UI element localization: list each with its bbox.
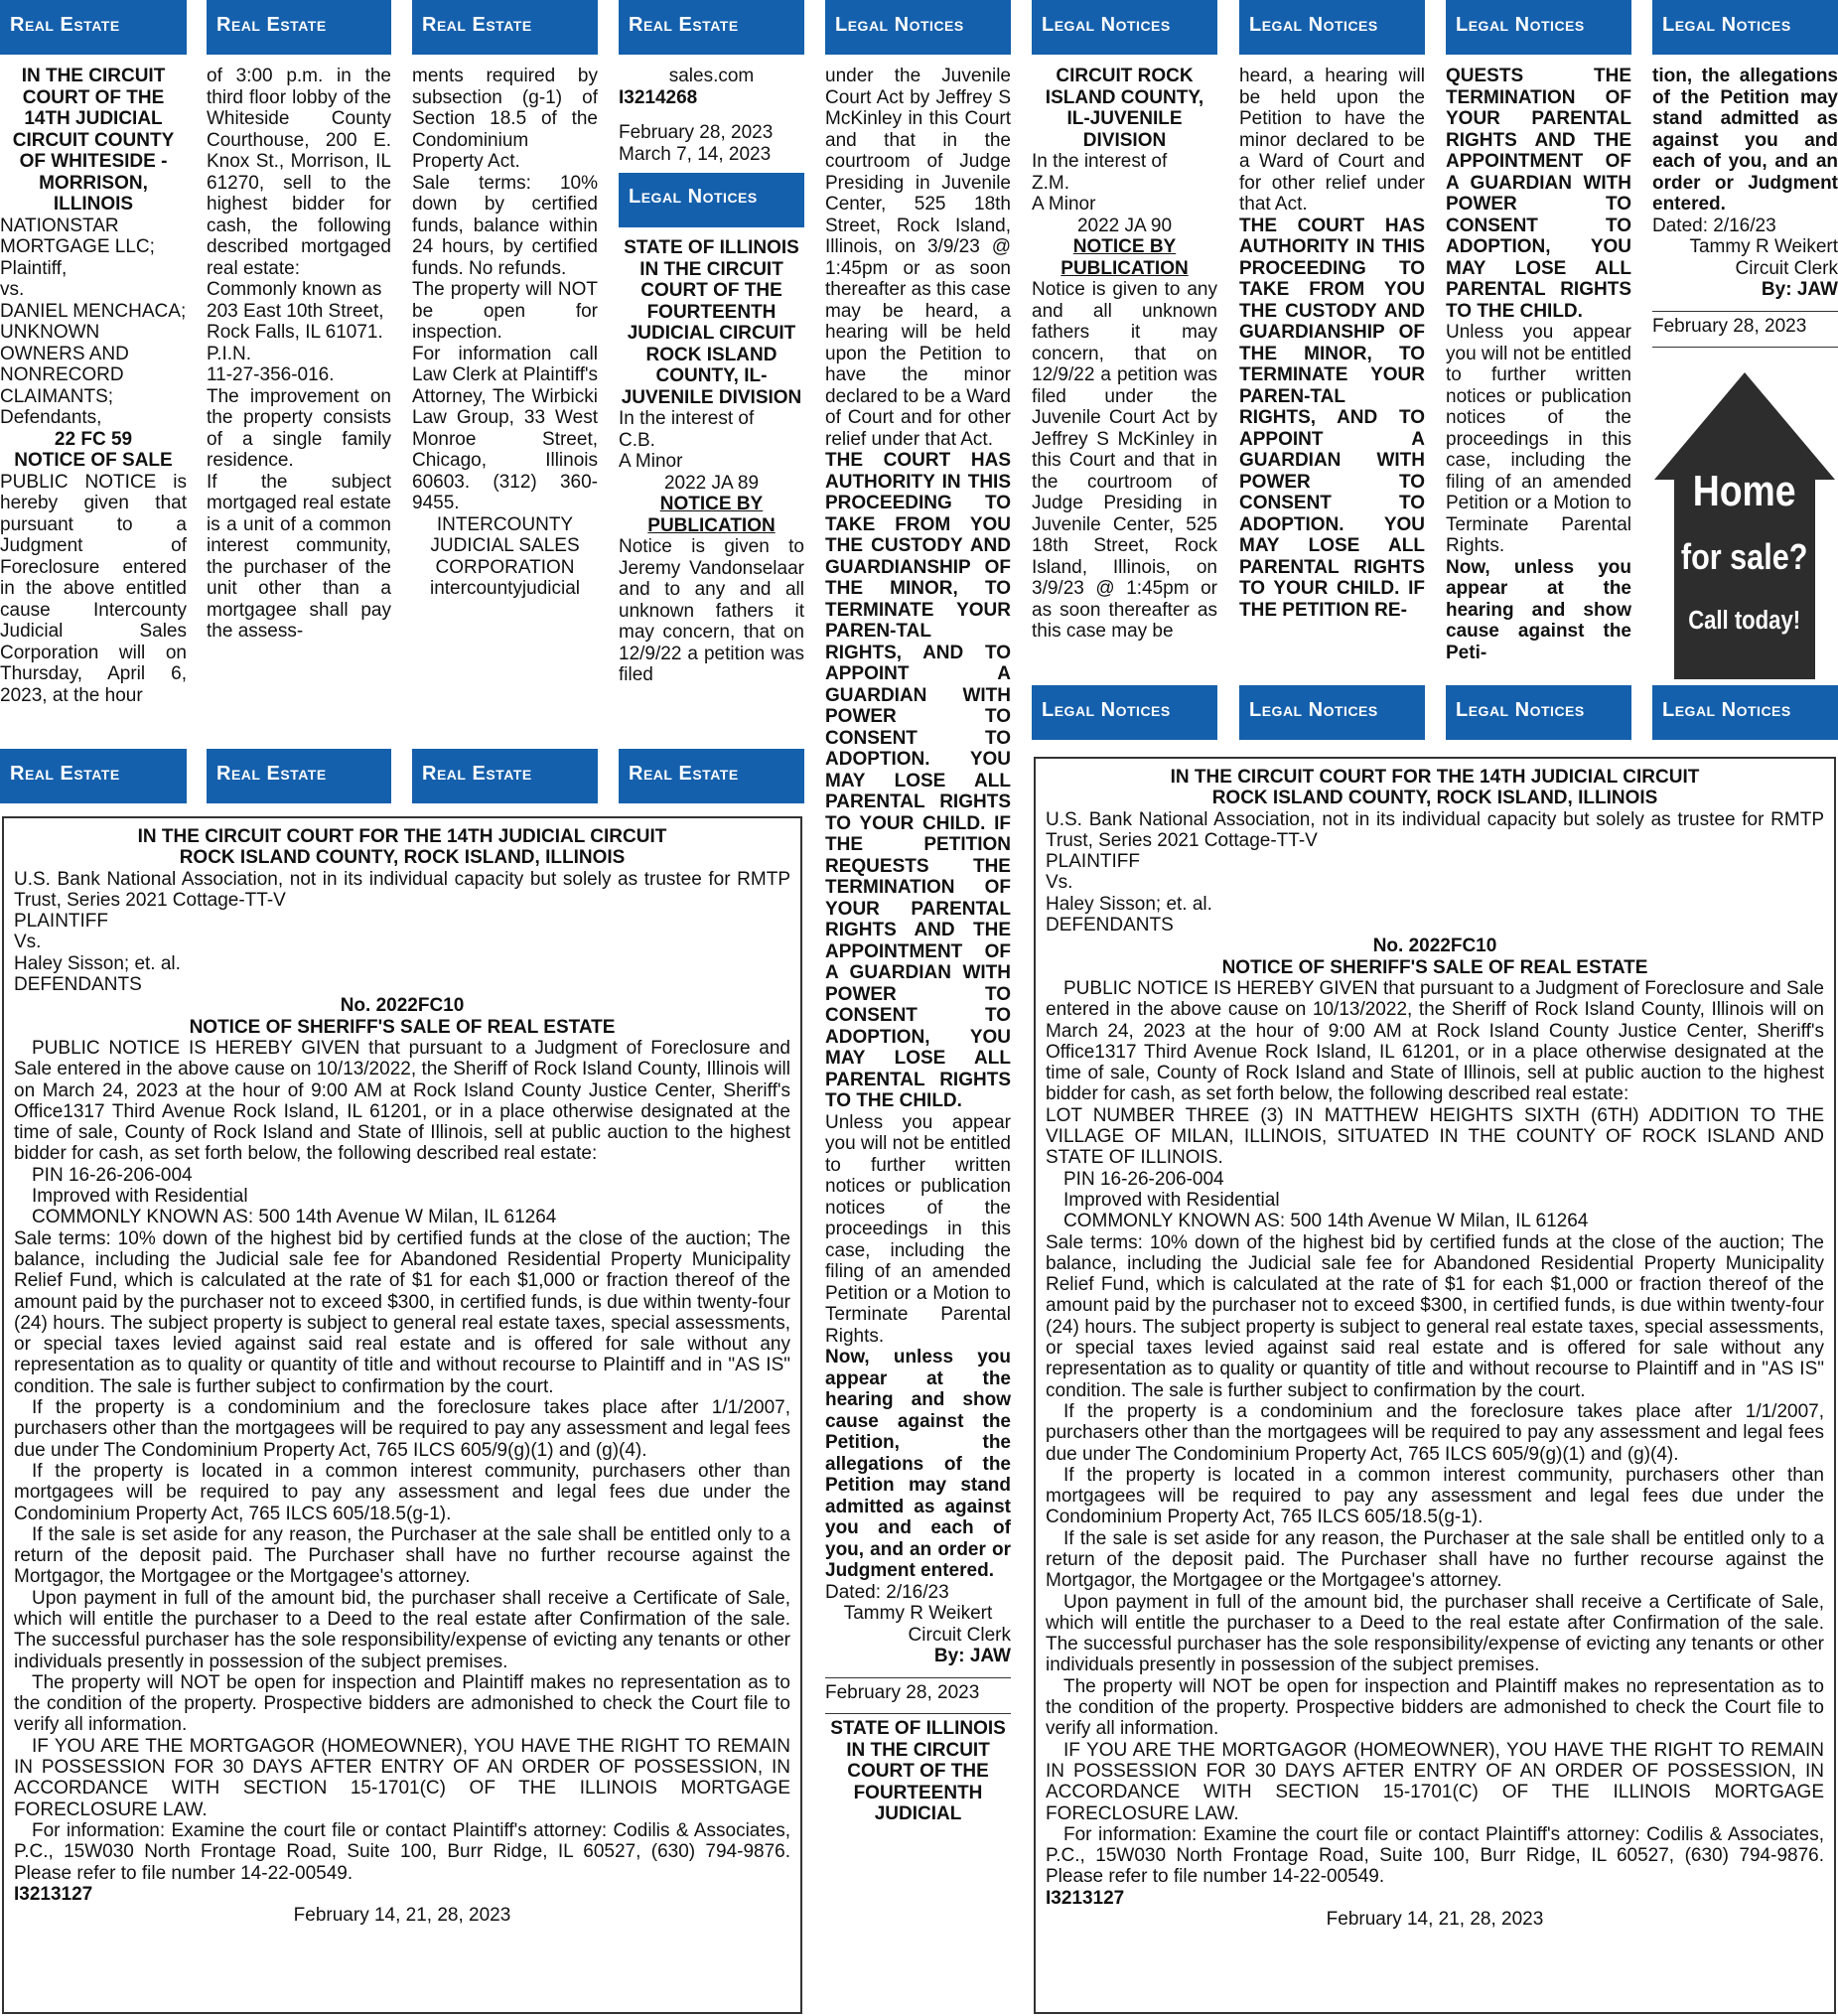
plaintiff-label: PLAINTIFF: [1046, 851, 1141, 873]
notice-column-9: [1652, 66, 1838, 363]
house-arrow-icon: [1652, 370, 1837, 681]
plaintiff-name: U.S. Bank National Association, not in its individual capacity but solely as trustee for RMTP Trust, Series 2021 Cottage-TT-V: [14, 868, 790, 911]
minor-initials: C.B.: [619, 429, 655, 451]
notice-body: PUBLIC NOTICE is hereby given that pursuant to a Judgment of Foreclosure entered in the above entitled cause Intercounty Judicial Sales Corporation will on Thursday, April 6, 2023, at the hour: [0, 471, 187, 706]
court-heading: CIRCUIT ROCK ISLAND COUNTY, IL-JUVENILE DIVISION: [1045, 66, 1204, 151]
case-number: No. 2022FC10: [340, 995, 465, 1017]
publication-dates: February 14, 21, 28, 2023: [1326, 1909, 1544, 1931]
section-header-legal-notices: Legal Notices: [1446, 0, 1631, 55]
property-address: COMMONLY KNOWN AS: 500 14th Avenue W Milan, IL 61264: [1063, 1211, 1589, 1232]
plaintiff: NATIONSTAR MORTGAGE LLC; Plaintiff,: [0, 215, 155, 279]
versus: vs.: [0, 279, 25, 300]
cic-paragraph: If the property is located in a common interest community, purchasers other than mortgagees will be required to pay any assessment and legal fees due under the Condominium Property Act, 765 ILCS 605/18.5(g-1).: [1046, 1464, 1824, 1528]
interest-of: In the interest of: [619, 408, 755, 429]
notice-body: ments required by subsection (g-1) of Section 18.5 of the Condominium Property Act.: [412, 66, 598, 172]
plaintiff-label: PLAINTIFF: [14, 911, 109, 933]
court-heading: ROCK ISLAND COUNTY, ROCK ISLAND, ILLINOIS: [1211, 788, 1658, 809]
commonly-known: Commonly known as: [207, 279, 382, 300]
notice-column-8: [1446, 66, 1631, 683]
court-authority-text: THE COURT HAS AUTHORITY IN THIS PROCEEDING TO TAKE FROM YOU THE CUSTODY AND GUARDIANSHIP OF THE MINOR, TO TERMINATE YOUR PAREN-TAL RIGHTS, AND TO APPOINT A GUARDIAN WITH POWER TO CONSENT TO ADOPTION. YOU MAY LOSE ALL PARENTAL RIGHTS TO YOUR CHILD. IF THE PETITION REQUESTS THE TERMINATION OF YOUR PARENTAL RIGHTS AND THE APPOINTMENT OF A GUARDIAN WITH POWER TO CONSENT TO ADOPTION, YOU MAY LOSE ALL PARENTAL RIGHTS TO THE CHILD.: [825, 450, 1011, 1111]
divider: [1652, 347, 1838, 348]
payment-paragraph: Upon payment in full of the amount bid, the purchaser shall receive a Certificate of Sale, which will entitle the purchaser to a Deed to the real estate after Confirmation of the sale. The successful purchaser has the sole responsibility/expense of evicting any tenants or other individuals presently in possession of the subject premises.: [14, 1587, 790, 1672]
section-header-legal-notices: Legal Notices: [1652, 685, 1838, 740]
pin-number: PIN 16-26-206-004: [1063, 1168, 1224, 1190]
notice-column-4: [619, 66, 804, 745]
notice-id: I3214268: [619, 86, 698, 108]
section-header-real-estate: Real Estate: [412, 0, 598, 55]
inspection-paragraph: The property will NOT be open for inspection and Plaintiff makes no representation as to the condition of the property. Prospective bidders are admonished to check the Court file to verify all information.: [1046, 1675, 1824, 1740]
notice-body: Notice is given to any and all unknown fathers it may concern, that on 12/9/22 a petition was filed under the Juvenile Court Act by Jeffrey S McKinley in this Court and that in the courtroom of Judge Presiding in Juvenile Center, 525 18th Street, Rock Island, Illinois, on 3/9/23 @ 1:45pm or as soon thereafter as this case may be: [1032, 279, 1217, 642]
notice-column-7: [1239, 66, 1425, 683]
notice-body: The improvement on the property consists of a single family residence.: [207, 385, 391, 471]
publication-date: March 7, 14, 2023: [619, 143, 772, 165]
homeowner-paragraph: IF YOU ARE THE MORTGAGOR (HOMEOWNER), YOU HAVE THE RIGHT TO REMAIN IN POSSESSION FOR 30 DAYS AFTER ENTRY OF AN ORDER OF POSSESSION, IN ACCORDANCE WITH SECTION 15-1701(C) OF THE ILLINOIS MORTGAGE FORECLOSURE LAW.: [1046, 1739, 1824, 1824]
address-line: Rock Falls, IL 61071.: [207, 322, 383, 343]
defendants-label: DEFENDANTS: [14, 974, 142, 996]
section-header-real-estate: Real Estate: [0, 0, 187, 55]
publication-date: February 28, 2023: [619, 122, 774, 143]
notice-body: Notice is given to Jeremy Vandonselaar and to any and all unknown fathers it may concern, that on 12/9/22 a petition was filed: [619, 536, 804, 685]
defendant-name: Haley Sisson; et. al.: [1046, 893, 1212, 915]
notice-column-2: [207, 66, 391, 745]
notice-body: Unless you appear you will not be entitled to further written notices or publication notices of the proceedings in this case, including the filing of an amended Petition or a Motion to Terminate Parental Rights.: [1446, 322, 1631, 556]
section-header-real-estate: Real Estate: [619, 0, 804, 55]
sheriff-sale-notice-left: [2, 816, 802, 2014]
section-header-real-estate: Real Estate: [412, 749, 598, 803]
divider: [825, 1677, 1011, 1678]
notice-body: under the Juvenile Court Act by Jeffrey S McKinley in this Court and that in the courtroom of Judge Presiding in Juvenile Center, 525 18th Street, Rock Island, Illinois, on 3/9/23 @ 1:45pm or as soon thereafter as this case may be heard, a hearing will be held upon the Petition to have the minor declared to be a Ward of Court and for other relief under that Act.: [825, 66, 1011, 450]
notice-body: Unless you appear you will not be entitled to further written notices or publication notices of the proceedings in this case, including the filing of an amended Petition or a Motion to Terminate Parental Rights.: [825, 1111, 1011, 1347]
notice-body: If the subject mortgaged real estate is a unit of a common interest community, the purchaser of the unit other than a mortgagee shall pay the assess-: [207, 471, 391, 642]
cic-paragraph: If the property is located in a common interest community, purchasers other than mortgagees will be required to pay any assessment and legal fees due under the Condominium Property Act, 765 ILCS 605/18.5(g-1).: [14, 1460, 790, 1524]
section-header-legal-notices: Legal Notices: [1032, 685, 1217, 740]
notice-column-5: [825, 66, 1011, 2016]
case-number: 2022 JA 89: [663, 472, 760, 494]
section-header-legal-notices: Legal Notices: [1032, 0, 1217, 55]
set-aside-paragraph: If the sale is set aside for any reason, the Purchaser at the sale shall be entitled only to a return of the deposit paid. The Purchaser shall have no further recourse against the Mortgagor, the Mortgagee or the Mortgagee's attorney.: [1046, 1527, 1824, 1592]
minor-label: A Minor: [619, 451, 683, 472]
dated: Dated: 2/16/23: [825, 1581, 949, 1603]
section-header-legal-notices: Legal Notices: [1239, 0, 1425, 55]
publication-date: February 28, 2023: [825, 1681, 980, 1703]
notice-title: NOTICE OF SHERIFF'S SALE OF REAL ESTATE: [1221, 956, 1648, 978]
home-for-sale-ad: [1652, 370, 1837, 681]
clerk-initials: By: JAW: [933, 1646, 1011, 1666]
appearance-warning: tion, the allegations of the Petition may stand admitted as against you and each of you, and an order or Judgment entered.: [1652, 66, 1838, 215]
court-heading: STATE OF ILLINOIS IN THE CIRCUIT COURT OF THE FOURTEENTH JUDICIAL: [830, 1718, 1006, 1824]
ad-line-3: Call today!: [1688, 606, 1801, 636]
section-header-legal-notices: Legal Notices: [619, 173, 804, 227]
sale-terms: Sale terms: 10% down of the highest bid by certified funds at the close of the auction; The balance, including the Judicial sale fee for Abandoned Residential Property Municipality Relief Fund, which is calculated at the rate of $1 for each $1,000 or fraction thereof of the amount paid by the purchaser not to exceed $300, in certified funds, is due within twenty-four (24) hours. The subject property is subject to general real estate taxes, special assessments, or special taxes levied against said real estate and is offered for sale without any representation as to quality or quantity of title and without recourse to Plaintiff and in "AS IS" condition. The sale is further subject to confirmation by the court.: [1046, 1231, 1824, 1401]
minor-initials: Z.M.: [1032, 172, 1069, 194]
publication-dates: February 14, 21, 28, 2023: [293, 1905, 511, 1927]
clerk-name: Tammy R Weikert: [1689, 236, 1838, 257]
website-part: sales.com: [668, 66, 755, 86]
section-header-real-estate: Real Estate: [207, 0, 391, 55]
notice-title: NOTICE OF SHERIFF'S SALE OF REAL ESTATE: [189, 1016, 616, 1038]
corporation-name: INTERCOUNTY JUDICIAL SALES CORPORATION: [430, 513, 580, 578]
versus: Vs.: [14, 932, 42, 953]
case-number: 22 FC 59: [54, 428, 133, 450]
defendant-name: Haley Sisson; et. al.: [14, 952, 181, 974]
notice-body: For information call Law Clerk at Plaintiff's Attorney, The Wirbicki Law Group, 33 West Monroe Street, Chicago, Illinois 60603. (312) 360-9455.: [412, 343, 598, 513]
appearance-warning: Now, unless you appear at the hearing and show cause against the Petition, the allegations of the Petition may stand admitted as against you and each of you, and an order or Judgment entered.: [825, 1347, 1011, 1581]
court-heading: IN THE CIRCUIT COURT OF THE 14TH JUDICIAL CIRCUIT COUNTY OF WHITESIDE - MORRISON, ILLINOIS: [12, 66, 175, 215]
address-line: 203 East 10th Street,: [207, 300, 384, 322]
notice-id: I3213127: [14, 1883, 93, 1905]
condo-paragraph: If the property is a condominium and the foreclosure takes place after 1/1/2007, purchasers other than the mortgagees will be required to pay any assessment and legal fees due under The Condominium Property Act, 765 ILCS 605/9(g)(1) and (g)(4).: [1046, 1400, 1824, 1465]
sheriff-sale-notice-right: [1034, 757, 1836, 2014]
section-header-legal-notices: Legal Notices: [825, 0, 1011, 55]
divider: [825, 1713, 1011, 1714]
section-header-legal-notices: Legal Notices: [1652, 0, 1838, 55]
defendants-label: DEFENDANTS: [1046, 915, 1174, 936]
notice-title: NOTICE BY PUBLICATION: [1060, 236, 1189, 279]
case-number: 2022 JA 90: [1076, 215, 1173, 236]
property-address: COMMONLY KNOWN AS: 500 14th Avenue W Milan, IL 61264: [32, 1207, 557, 1228]
info-paragraph: For information: Examine the court file or contact Plaintiff's attorney: Codilis & Associates, P.C., 15W030 North Frontage Road, Suite 100, Burr Ridge, IL 60527, (630) 794-9876. Please refer to file number 14-22-00549.: [1046, 1823, 1824, 1888]
section-header-legal-notices: Legal Notices: [1239, 685, 1425, 740]
section-header-legal-notices: Legal Notices: [1446, 685, 1631, 740]
clerk-name: Tammy R Weikert: [843, 1603, 993, 1624]
improvement: Improved with Residential: [1063, 1189, 1280, 1211]
sale-terms: Sale terms: 10% down of the highest bid by certified funds at the close of the auction; The balance, including the Judicial sale fee for Abandoned Residential Property Municipality Relief Fund, which is calculated at the rate of $1 for each $1,000 or fraction thereof of the amount paid by the purchaser not to exceed $300, in certified funds, is due within twenty-four (24) hours. The subject property is subject to general real estate taxes, special assessments, or special taxes levied against said real estate and is offered for sale without any representation as to quality or quantity of title and without recourse to Plaintiff and in "AS IS" condition. The sale is further subject to confirmation by the court.: [14, 1227, 790, 1397]
case-number: No. 2022FC10: [1372, 936, 1497, 957]
section-header-real-estate: Real Estate: [619, 749, 804, 803]
notice-body: of 3:00 p.m. in the third floor lobby of the Whiteside County Courthouse, 200 E. Knox St., Morrison, IL 61270, sell to the highest bidder for cash, the following described mortgaged real estate:: [207, 66, 391, 279]
dated: Dated: 2/16/23: [1652, 215, 1776, 236]
ad-line-2: for sale?: [1680, 537, 1808, 578]
notice-body: heard, a hearing will be held upon the Petition to have the minor declared to be a Ward of Court and for other relief under that Act.: [1239, 66, 1425, 215]
clerk-title: Circuit Clerk: [908, 1624, 1011, 1646]
court-heading: IN THE CIRCUIT COURT FOR THE 14TH JUDICIAL CIRCUIT: [1170, 767, 1700, 788]
homeowner-paragraph: IF YOU ARE THE MORTGAGOR (HOMEOWNER), YOU HAVE THE RIGHT TO REMAIN IN POSSESSION FOR 30 DAYS AFTER ENTRY OF AN ORDER OF POSSESSION, IN ACCORDANCE WITH SECTION 15-1701(C) OF THE ILLINOIS MORTGAGE FORECLOSURE LAW.: [14, 1735, 790, 1820]
pin-number: PIN 16-26-206-004: [32, 1164, 193, 1186]
notice-column-6: [1032, 66, 1217, 683]
set-aside-paragraph: If the sale is set aside for any reason, the Purchaser at the sale shall be entitled only to a return of the deposit paid. The Purchaser shall have no further recourse against the Mortgagor, the Mortgagee or the Mortgagee's attorney.: [14, 1523, 790, 1588]
court-heading: ROCK ISLAND COUNTY, ROCK ISLAND, ILLINOIS: [179, 847, 626, 869]
notice-body: The property will NOT be open for inspection.: [412, 279, 598, 343]
notice-column-3: [412, 66, 598, 745]
clerk-initials: By: JAW: [1761, 279, 1838, 300]
divider: [1652, 311, 1838, 312]
notice-paragraph: PUBLIC NOTICE IS HEREBY GIVEN that pursuant to a Judgment of Foreclosure and Sale entered in the above cause on 10/13/2022, the Sheriff of Rock Island County, Illinois will on March 24, 2023 at the hour of 9:00 AM at Rock Island County Justice Center, Sheriff's Office1317 Third Avenue Rock Island, IL 61201, or in a place otherwise designated at the time of sale, County of Rock Island and State of Illinois, sell at public auction to the highest bidder for cash, as set forth below, the following described real estate:: [1046, 977, 1824, 1105]
notice-body: Sale terms: 10% down by certified funds, balance within 24 hours, by certified funds. No refunds.: [412, 172, 598, 279]
section-header-real-estate: Real Estate: [207, 749, 391, 803]
court-heading: IN THE CIRCUIT COURT FOR THE 14TH JUDICIAL CIRCUIT: [137, 826, 667, 847]
section-header-real-estate: Real Estate: [0, 749, 187, 803]
interest-of: In the interest of: [1032, 151, 1168, 172]
payment-paragraph: Upon payment in full of the amount bid, the purchaser shall receive a Certificate of Sale, which will entitle the purchaser to a Deed to the real estate after Confirmation of the sale. The successful purchaser has the sole responsibility/expense of evicting any tenants or other individuals presently in possession of the subject premises.: [1046, 1591, 1824, 1676]
improvement: Improved with Residential: [32, 1186, 248, 1208]
condo-paragraph: If the property is a condominium and the foreclosure takes place after 1/1/2007, purchasers other than the mortgagees will be required to pay any assessment and legal fees due under The Condominium Property Act, 765 ILCS 605/9(g)(1) and (g)(4).: [14, 1397, 790, 1461]
notice-column-1: [0, 66, 187, 745]
court-authority-text: THE COURT HAS AUTHORITY IN THIS PROCEEDING TO TAKE FROM YOU THE CUSTODY AND GUARDIANSHIP OF THE MINOR, TO TERMINATE YOUR PAREN-TAL RIGHTS, AND TO APPOINT A GUARDIAN WITH POWER TO CONSENT TO ADOPTION. YOU MAY LOSE ALL PARENTAL RIGHTS TO YOUR CHILD. IF THE PETITION RE-: [1239, 215, 1425, 621]
clerk-title: Circuit Clerk: [1735, 257, 1838, 279]
notice-title: NOTICE BY PUBLICATION: [647, 494, 776, 536]
notice-id: I3213127: [1046, 1887, 1125, 1909]
ad-line-1: Home: [1692, 466, 1796, 515]
court-heading: STATE OF ILLINOIS IN THE CIRCUIT COURT OF THE FOURTEENTH JUDICIAL CIRCUIT ROCK ISLAND COUNTY, IL-JUVENILE DIVISION: [621, 237, 802, 408]
defendants: DANIEL MENCHACA; UNKNOWN OWNERS AND NONRECORD CLAIMANTS; Defendants,: [0, 300, 187, 428]
court-authority-text: QUESTS THE TERMINATION OF YOUR PARENTAL RIGHTS AND THE APPOINTMENT OF A GUARDIAN WITH POWER TO CONSENT TO ADOPTION, YOU MAY LOSE ALL PARENTAL RIGHTS TO THE CHILD.: [1446, 66, 1631, 322]
publication-date: February 28, 2023: [1652, 315, 1807, 337]
legal-description: LOT NUMBER THREE (3) IN MATTHEW HEIGHTS SIXTH (6TH) ADDITION TO THE VILLAGE OF MILAN, ILLINOIS, SITUATED IN THE COUNTY OF ROCK ISLAND AND STATE OF ILLINOIS.: [1046, 1104, 1824, 1169]
website-part: intercountyjudicial: [429, 578, 581, 599]
notice-title: NOTICE OF SALE: [14, 450, 173, 471]
info-paragraph: For information: Examine the court file or contact Plaintiff's attorney: Codilis & Associates, P.C., 15W030 North Frontage Road, Suite 100, Burr Ridge, IL 60527, (630) 794-9876. Please refer to file number 14-22-00549.: [14, 1819, 790, 1884]
notice-paragraph: PUBLIC NOTICE IS HEREBY GIVEN that pursuant to a Judgment of Foreclosure and Sale entered in the above cause on 10/13/2022, the Sheriff of Rock Island County, Illinois will on March 24, 2023 at the hour of 9:00 AM at Rock Island County Justice Center, Sheriff's Office1317 Third Avenue Rock Island, IL 61201, or in a place otherwise designated at the time of sale, County of Rock Island and State of Illinois, sell at public auction to the highest bidder for cash, as set forth below, the following described real estate:: [14, 1037, 790, 1165]
plaintiff-name: U.S. Bank National Association, not in its individual capacity but solely as trustee for RMTP Trust, Series 2021 Cottage-TT-V: [1046, 808, 1824, 851]
versus: Vs.: [1046, 872, 1073, 894]
appearance-warning: Now, unless you appear at the hearing and show cause against the Peti-: [1446, 556, 1631, 663]
minor-label: A Minor: [1032, 194, 1096, 215]
inspection-paragraph: The property will NOT be open for inspection and Plaintiff makes no representation as to the condition of the property. Prospective bidders are admonished to check the Court file to verify all information.: [14, 1671, 790, 1736]
pin-number: 11-27-356-016.: [207, 364, 335, 385]
pin-label: P.I.N.: [207, 343, 252, 364]
